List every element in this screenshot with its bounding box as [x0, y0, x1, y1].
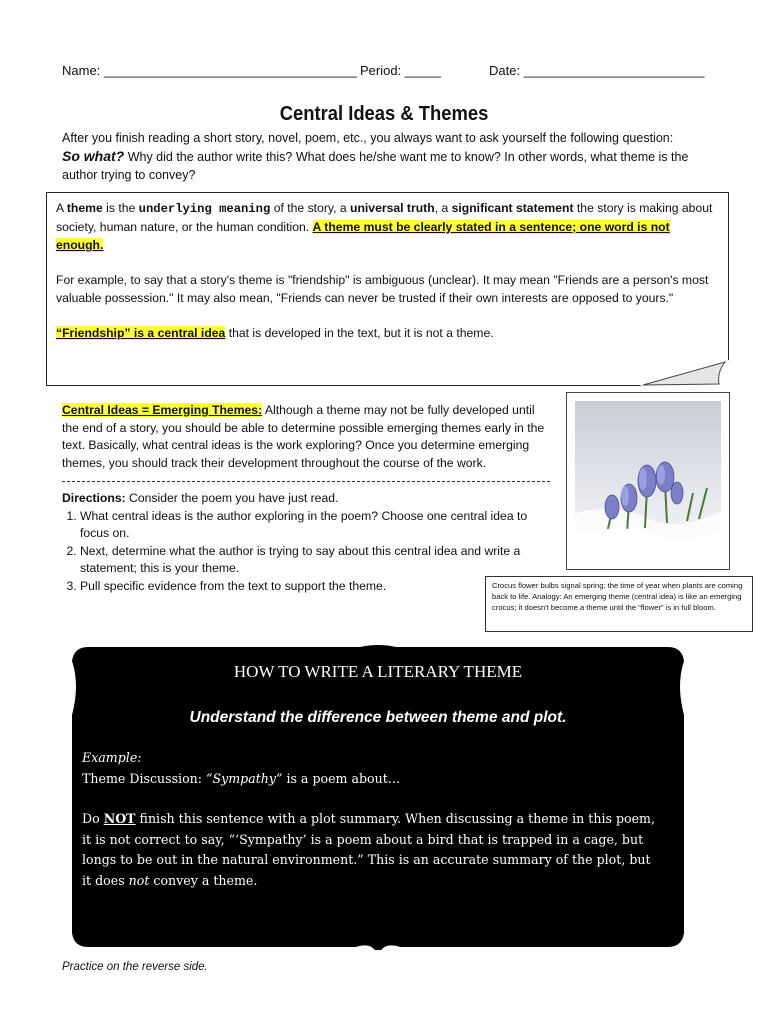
directions-section: Directions: Consider the poem you have just read. 1. What central ideas is the author exploring in the poem? Choose one central idea to focus on. 2. Next, determine what the author is trying to say about this central idea and write a statement; this is your theme. 3. Pull specific evidence from the text to support the theme.: [62, 490, 552, 595]
discussion-label: Theme Discussion:: [82, 770, 207, 786]
significant-statement-term: significant statement: [451, 201, 574, 215]
underlying-meaning-term: underlying meaning: [138, 202, 271, 216]
name-field[interactable]: Name: ___________________________________: [62, 63, 357, 78]
definition-paragraph: A theme is the underlying meaning of the story, a universal truth, a significant statement the story is making about society, human nature, or the human condition. A theme must be clearly stated in a sentence; one word is not enough.: [56, 201, 713, 252]
literary-theme-panel: [70, 645, 686, 950]
emerging-themes-label: Central Ideas = Emerging Themes:: [62, 403, 263, 417]
list-item: 1. What central ideas is the author exploring in the poem? Choose one central idea to focus on.: [80, 508, 552, 543]
intro-line2: Why did the author write this? What does he/she want me to know? In other words, what theme is the author trying to convey?: [62, 150, 689, 182]
section-divider: [62, 481, 550, 482]
central-idea-note: “Friendship” is a central idea that is developed in the text, but it is not a theme.: [56, 326, 494, 340]
period-field[interactable]: Period: _____: [360, 63, 441, 78]
poem-title: “Sympathy”: [206, 770, 283, 786]
list-item: 3. Pull specific evidence from the text to support the theme.: [80, 578, 552, 596]
intro-line1: After you finish reading a short story, novel, poem, etc., you always want to ask yourself the following question:: [62, 131, 674, 145]
page-curl-icon: [639, 360, 729, 386]
image-caption: Crocus flower bulbs signal spring; the time of year when plants are coming back to life. Analogy: An emerging theme (central idea) is like an emerging crocus; it doesn't become a theme until the “flower” is in full bloom.: [485, 576, 753, 632]
practice-note: Practice on the reverse side.: [62, 961, 208, 973]
friendship-highlight: “Friendship” is a central idea: [56, 326, 226, 340]
example-label: Example:: [82, 750, 142, 765]
theme-definition-box: [46, 192, 729, 386]
page-title: Central Ideas & Themes: [279, 103, 489, 125]
panel-title: HOW TO WRITE A LITERARY THEME: [233, 662, 523, 681]
panel-body: Example: Theme Discussion: “Sympathy” is a poem about… Do NOT finish this sentence with a plot summary. When discussing a theme in this poem, it is not correct to say, “‘Sympathy’ is a poem about a bird that is trapped in a cage, but longs to be out in the natural environment.” This is an accurate summary of the plot, but it does not convey a theme.: [82, 748, 662, 912]
theme-term: theme: [66, 201, 103, 215]
intro-paragraph: [62, 129, 712, 184]
universal-truth-term: universal truth: [350, 201, 435, 215]
crocus-painting: [566, 392, 730, 570]
panel-subtitle: Understand the difference between theme and plot.: [189, 709, 567, 726]
so-what-label: So what?: [62, 148, 125, 164]
date-field[interactable]: Date: _________________________: [489, 63, 705, 78]
theme-rule-highlight: A theme must be clearly stated in a sentence; one word is not enough.: [56, 220, 670, 252]
friendship-example: For example, to say that a story's theme is "friendship" is ambiguous (unclear). It may mean "Friends are a person's most valuable possession." It may also mean, "Friends can never be trusted if their own interests are opposed to yours.": [56, 273, 709, 305]
directions-label: Directions:: [62, 491, 126, 505]
not-emphasis: NOT: [103, 811, 136, 826]
emerging-themes-paragraph: Central Ideas = Emerging Themes: Although a theme may not be fully developed until the end of a story, you should be able to determine possible emerging themes early in the text. Basically, what central ideas is the work exploring? Once you determine emerging themes, you should track their development throughout the course of the work.: [62, 403, 545, 470]
plot-warning: Do NOT finish this sentence with a plot summary. When discussing a theme in this poem, it is not correct to say, “‘Sympathy’ is a poem about a bird that is trapped in a cage, but longs to be out in the natural environment.” This is an accurate summary of the plot, but it does not convey a theme.: [82, 811, 656, 888]
directions-list: [62, 508, 552, 596]
list-item: 2. Next, determine what the author is trying to say about this central idea and write a statement; this is your theme.: [80, 543, 552, 578]
